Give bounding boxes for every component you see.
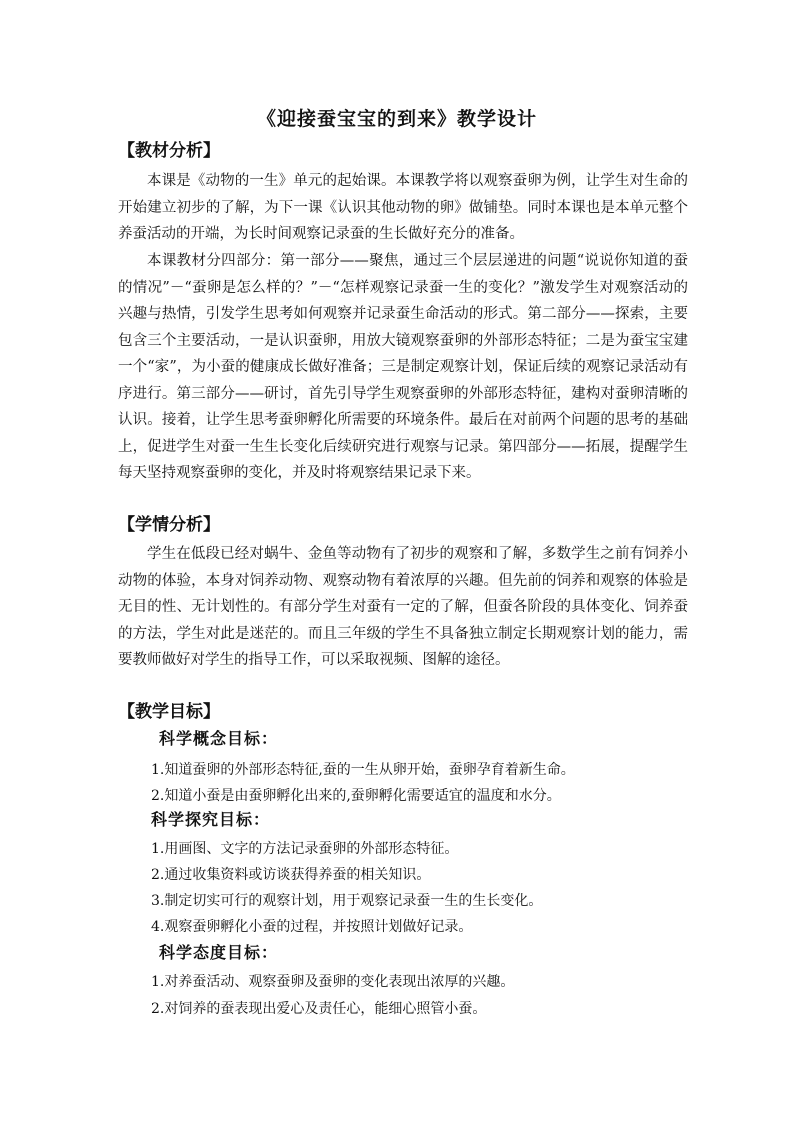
inquiry-goals-title: 科学探究目标：	[151, 810, 271, 829]
concept-goal-item: 1.知道蚕卵的外部形态特征,蚕的一生从卵开始，蚕卵孕育着新生命。	[151, 762, 575, 778]
heading-textbook-analysis: 【教材分析】	[118, 141, 220, 161]
concept-goal-item: 2.知道小蚕是由蚕卵孵化出来的,蚕卵孵化需要适宜的温度和水分。	[151, 788, 561, 804]
inquiry-goal-item: 1.用画图、文字的方法记录蚕卵的外部形态特征。	[151, 841, 459, 857]
inquiry-goal-item: 4.观察蚕卵孵化小蚕的过程，并按照计划做好记录。	[151, 919, 473, 935]
heading-teaching-goals: 【教学目标】	[118, 702, 220, 722]
learner-analysis-paragraph: 学生在低段已经对蜗牛、金鱼等动物有了初步的观察和了解，多数学生之前有饲养小动物的体验，本身对饲养动物、观察动物有着浓厚的兴趣。但先前的饲养和观察的体验是无目的性、无计划性的。有部分学生对蚕有一定的了解，但蚕各阶段的具体变化、饲养蚕的方法，学生对此是迷茫的。而且三年级的学生不具备独立制定长期观察计划的能力，需要教师做好对学生的指导工作，可以采取视频、图解的途径。	[118, 546, 688, 668]
concept-goals-title: 科学概念目标：	[159, 729, 279, 748]
inquiry-goal-item: 3.制定切实可行的观察计划，用于观察记录蚕一生的生长变化。	[151, 893, 543, 909]
textbook-analysis-paragraph-2: 本课教材分四部分：第一部分——聚焦，通过三个层层递进的问题“说说你知道的蚕的情况”－“蚕卵是怎么样的？”－“怎样观察记录蚕一生的变化？”激发学生对观察活动的兴趣与热情，引发学生思考如何观察并记录蚕生命活动的形式。第二部分——探索，主要包含三个主要活动，一是认识蚕卵，用放大镜观察蚕卵的外部形态特征；二是为蚕宝宝建一个“家”，为小蚕的健康成长做好准备；三是制定观察计划，保证后续的观察记录活动有序进行。第三部分——研讨，首先引导学生观察蚕卵的外部形态特征，建构对蚕卵清晰的认识。接着，让学生思考蚕卵孵化所需要的环境条件。最后在对前两个问题的思考的基础上，促进学生对蚕一生生长变化后续研究进行观察与记录。第四部分——拓展，提醒学生每天坚持观察蚕卵的变化，并及时将观察结果记录下来。	[118, 253, 688, 481]
attitude-goal-item: 2.对饲养的蚕表现出爱心及责任心，能细心照管小蚕。	[151, 1001, 487, 1017]
attitude-goal-item: 1.对养蚕活动、观察蚕卵及蚕卵的变化表现出浓厚的兴趣。	[151, 974, 515, 990]
page-title: 《迎接蚕宝宝的到来》教学设计	[256, 108, 537, 130]
attitude-goals-title: 科学态度目标：	[159, 943, 279, 962]
heading-learner-analysis: 【学情分析】	[118, 515, 220, 535]
inquiry-goal-item: 2.通过收集资料或访谈获得养蚕的相关知识。	[151, 867, 431, 883]
textbook-analysis-paragraph-1: 本课是《动物的一生》单元的起始课。本课教学将以观察蚕卵为例，让学生对生命的开始建立初步的了解，为下一课《认识其他动物的卵》做铺垫。同时本课也是本单元整个养蚕活动的开端，为长时间观察记录蚕的生长做好充分的准备。	[118, 173, 688, 242]
